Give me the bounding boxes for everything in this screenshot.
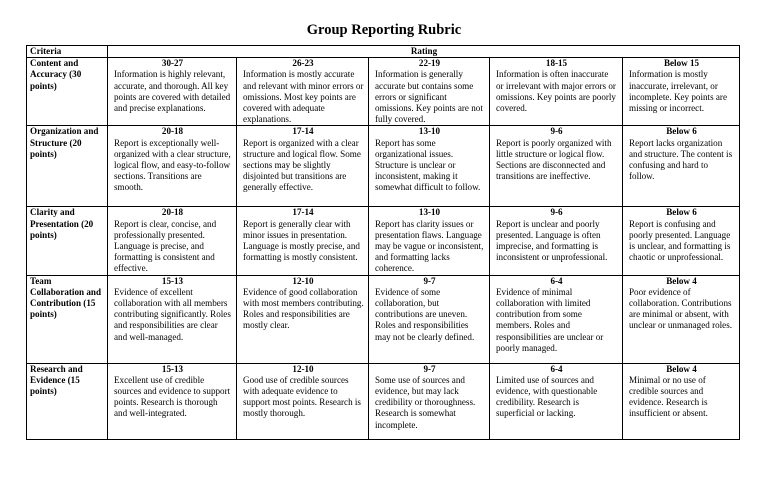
rating-cell [369,275,490,363]
criterion-row-organization-structure [27,126,740,207]
score-range: 13-10 [418,126,441,137]
score-range: 30-27 [161,58,184,69]
rating-description: Information is mostly accurate and relevant with minor errors or omissions. Most key points are covered with adequate explanations. [243,69,364,125]
criteria-header: Criteria [27,46,108,58]
score-range: 9-6 [550,207,563,218]
rating-description: Minimal or no use of credible sources and evidence. Research is insufficient or absent. [629,374,708,419]
rating-cell [108,126,237,207]
score-range: 15-13 [161,363,184,374]
rating-cell [623,363,740,439]
criterion-name: Research and Evidence (15 points) [27,363,108,439]
rating-cell [490,58,623,126]
rating-cell [369,58,490,126]
score-range: 9-7 [423,275,436,286]
rating-description: Report is poorly organized with little structure or logical flow. Sections are disconnected and transitions are ineffective. [496,137,612,182]
score-range: Below 6 [666,126,697,137]
score-range: 17-14 [292,126,314,137]
rating-header: Rating [108,46,740,58]
criterion-name: Clarity and Presentation (20 points) [27,207,108,275]
rating-description: Report has clarity issues or presentation flaws. Language may be vague or inconsistent, and formatting lacks coherence. [375,218,484,274]
rating-description: Evidence of good collaboration with most members contributing. Roles and responsibilities are mostly clear. [243,286,364,331]
criterion-row-content-accuracy [27,58,740,126]
score-range: Below 15 [663,58,700,69]
rating-cell [490,207,623,275]
rating-description: Information is often inaccurate or irrelevant with major errors or omissions. Key points are poorly covered. [496,69,616,114]
rating-cell [369,126,490,207]
rating-cell [490,126,623,207]
page-title: Group Reporting Rubric [306,22,462,38]
criterion-row-research-evidence [27,363,740,439]
score-range: Below 4 [666,275,697,286]
rating-cell [237,363,369,439]
score-range: 18-15 [545,58,568,69]
rating-description: Some use of sources and evidence, but may lack credibility or thoroughness. Research is somewhat incomplete. [375,374,476,430]
rating-cell [108,207,237,275]
score-range: 15-13 [161,275,184,286]
score-range: Below 6 [666,207,697,218]
rating-description: Excellent use of credible sources and evidence to support points. Research is thorough and well-integrated. [114,374,231,419]
rating-description: Report is generally clear with minor issues in presentation. Language is mostly precise, and formatting is mostly consistent. [243,218,360,263]
criterion-name: Content and Accuracy (30 points) [27,58,108,126]
rating-cell [623,126,740,207]
rating-cell [623,207,740,275]
score-range: 9-6 [550,126,563,137]
rating-description: Report is clear, concise, and professionally presented. Language is precise, and formatting is consistent and effective. [114,218,217,274]
score-range: 12-10 [292,363,314,374]
rating-description: Good use of credible sources with adequate evidence to support most points. Research is mostly thorough. [243,374,361,419]
score-range: 13-10 [418,207,441,218]
rating-cell [237,207,369,275]
rating-cell [108,58,237,126]
rating-description: Information is generally accurate but contains some errors or significant omissions. Key points are not fully covered. [375,69,483,125]
rating-cell [490,363,623,439]
rating-cell [623,275,740,363]
rating-cell [237,275,369,363]
rating-cell [237,126,369,207]
score-range: 9-7 [423,363,436,374]
rating-cell [237,58,369,126]
rubric-table [26,45,740,440]
score-range: 12-10 [292,275,314,286]
rating-cell [108,363,237,439]
rating-description: Report is organized with a clear structure and logical flow. Some sections may be slightly disjointed but transitions are generally effective. [243,137,361,193]
rating-description: Report is unclear and poorly presented. Language is often imprecise, and formatting is inconsistent or unprofessional. [496,218,608,263]
score-range: 6-4 [550,363,563,374]
rating-description: Poor evidence of collaboration. Contributions are minimal or absent, with unclear or unmanaged roles. [629,286,733,331]
score-range: 20-18 [161,126,184,137]
rating-description: Report lacks organization and structure. The content is confusing and hard to follow. [629,137,733,182]
rating-cell [369,207,490,275]
score-range: 26-23 [292,58,314,69]
rating-description: Limited use of sources and evidence, with questionable credibility. Research is superficial or lacking. [496,374,598,419]
rating-cell [490,275,623,363]
rating-description: Report has some organizational issues. Structure is unclear or inconsistent, making it somewhat difficult to follow. [375,137,481,193]
score-range: 20-18 [161,207,184,218]
criterion-name: Team Collaboration and Contribution (15 points) [27,275,108,363]
rating-cell [369,363,490,439]
rating-description: Evidence of minimal collaboration with limited contribution from some members. Roles and responsibilities are unclear or poorly managed. [496,286,604,353]
score-range: 6-4 [550,275,563,286]
score-range: 17-14 [292,207,314,218]
header-row [27,46,740,58]
score-range: Below 4 [666,363,697,374]
rating-cell [108,275,237,363]
rating-description: Information is mostly inaccurate, irrelevant, or incomplete. Key points are missing or incorrect. [629,69,727,114]
rating-description: Report is confusing and poorly presented. Language is unclear, and formatting is chaotic or unprofessional. [629,218,731,263]
score-range: 22-19 [418,58,441,69]
rating-description: Information is highly relevant, accurate, and thorough. All key points are covered with detailed and precise explanations. [114,69,231,114]
criterion-name: Organization and Structure (20 points) [27,126,108,207]
rating-description: Report is exceptionally well-organized with a clear structure, logical flow, and easy-to-follow sections. Transitions are smooth. [114,137,231,193]
rating-description: Evidence of some collaboration, but contributions are uneven. Roles and responsibilities may not be clearly defined. [375,286,475,342]
criterion-row-team-collaboration [27,275,740,363]
rating-description: Evidence of excellent collaboration with all members contributing significantly. Roles and responsibilities are clear and well-managed. [114,286,231,342]
rating-cell [623,58,740,126]
criterion-row-clarity-presentation [27,207,740,275]
